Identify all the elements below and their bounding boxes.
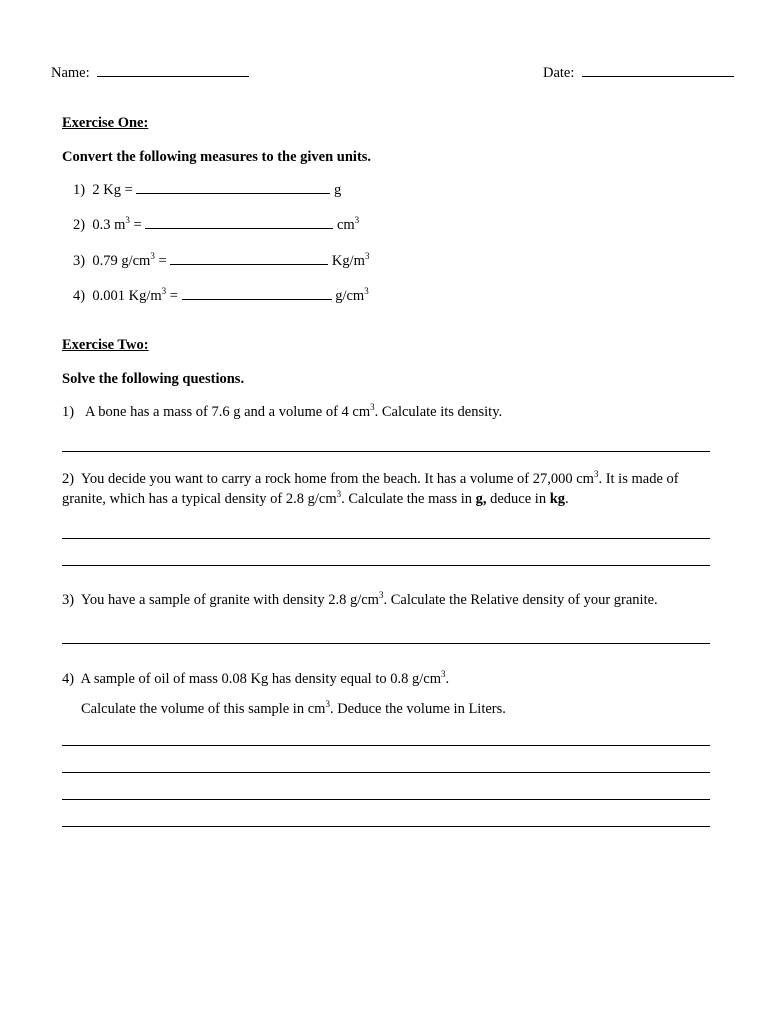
item-number: 2) — [73, 217, 86, 233]
question-number: 2) — [62, 471, 75, 487]
answer-line[interactable] — [62, 451, 710, 452]
item-unit: $cm^3$ — [336, 215, 360, 233]
exercise-two-title: Exercise Two: — [62, 337, 149, 353]
question-4-line-2: Calculate the volume of this sample in $cm^3$. Deduce the volume in Liters. — [81, 699, 506, 717]
answer-blank[interactable] — [170, 251, 328, 265]
item-left: 0.001 $Kg/m^3$ = — [92, 286, 178, 304]
item-unit: $g/cm^3$ — [335, 286, 369, 304]
answer-line[interactable] — [62, 826, 710, 827]
question-3: 3) You have a sample of granite with density 2.8 $g/cm^3$. Calculate the Relative density of your granite. — [62, 590, 658, 608]
exercise-one-title: Exercise One: — [62, 115, 149, 131]
question-number: 3) — [62, 592, 75, 608]
conversion-item-1 — [73, 180, 341, 199]
answer-blank[interactable] — [145, 215, 333, 229]
date-field — [543, 63, 734, 82]
item-unit: g — [334, 182, 342, 198]
answer-line[interactable] — [62, 538, 710, 539]
conversion-item-4 — [73, 286, 369, 305]
item-number: 1) — [73, 182, 86, 198]
answer-blank[interactable] — [182, 286, 332, 300]
item-left: 0.3 $m^3$ = — [92, 215, 142, 233]
conversion-item-3 — [73, 251, 369, 270]
item-left: 0.79 $g/cm^3$ = — [92, 251, 167, 269]
answer-blank[interactable] — [136, 180, 330, 194]
answer-line[interactable] — [62, 643, 710, 644]
question-number: 1) — [62, 404, 75, 420]
answer-line[interactable] — [62, 772, 710, 773]
answer-line[interactable] — [62, 745, 710, 746]
name-field — [51, 63, 249, 82]
date-blank[interactable] — [582, 63, 734, 77]
question-4: 4) A sample of oil of mass 0.08 Kg has density equal to 0.8 $g/cm^3$. — [62, 669, 450, 687]
name-label: Name: — [51, 65, 90, 81]
question-1: 1) A bone has a mass of 7.6 g and a volume of 4 $cm^3$. Calculate its density. — [62, 402, 503, 420]
question-2: 2) You decide you want to carry a rock home from the beach. It has a volume of 27,000 $cm^3$. It is made of granite, which has a typical density of 2.8 $g/cm^3$. Calculate the mass in g, deduce in kg. — [62, 469, 679, 507]
exercise-two-instruction: Solve the following questions. — [62, 371, 245, 387]
item-left: 2 Kg = — [92, 182, 133, 198]
answer-line[interactable] — [62, 799, 710, 800]
exercise-one-instruction: Convert the following measures to the given units. — [62, 149, 372, 165]
question-number: 4) — [62, 671, 75, 687]
item-number: 3) — [73, 253, 86, 269]
conversion-item-2 — [73, 215, 359, 234]
item-number: 4) — [73, 288, 86, 304]
name-blank[interactable] — [97, 63, 249, 77]
answer-line[interactable] — [62, 565, 710, 566]
item-unit: $Kg/m^3$ — [331, 251, 370, 269]
date-label: Date: — [543, 65, 575, 81]
